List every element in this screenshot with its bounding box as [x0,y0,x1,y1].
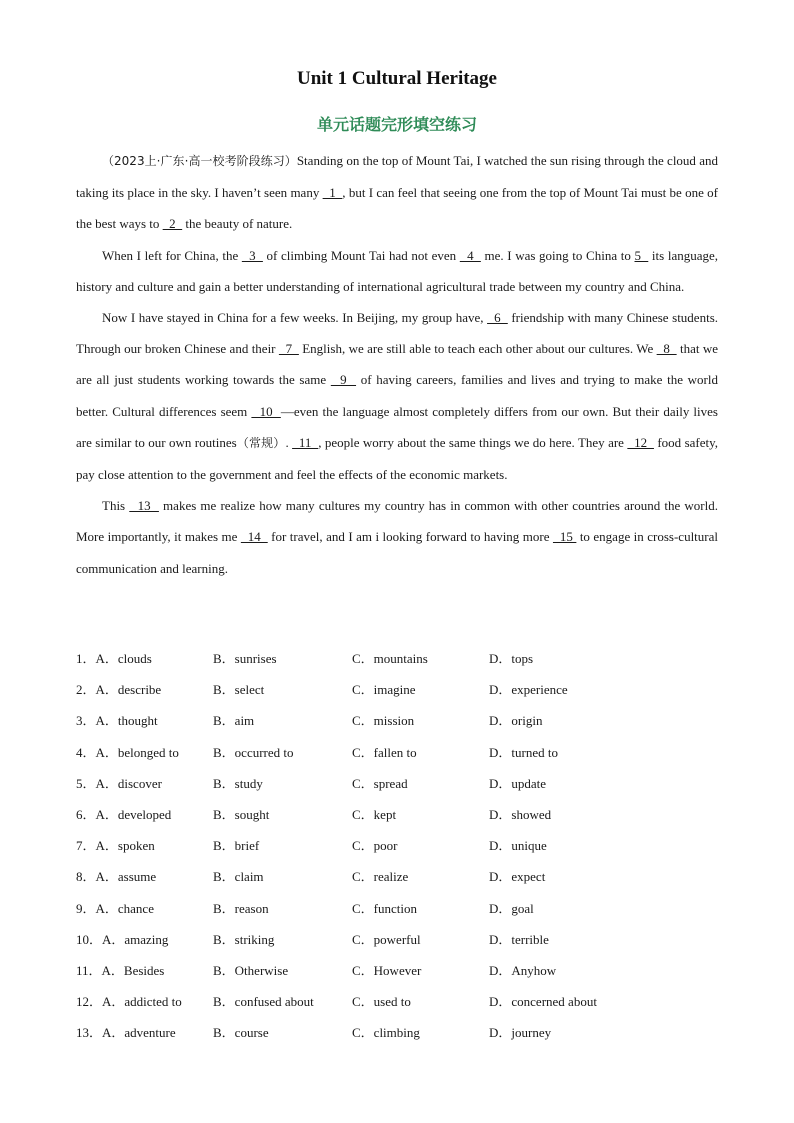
option-row [76,705,736,736]
blank-7: 7 [278,341,299,357]
option-a: 12．A．addicted to [76,994,182,1010]
option-d: D．Anyhow [489,962,557,978]
blank-11: 11 [292,434,319,450]
option-c: C．poor [352,838,398,854]
blank-9: 9 [330,372,357,388]
page-title: Unit 1 Cultural Heritage [296,68,497,89]
option-b: B．occurred to [213,744,294,760]
blank-13: 13 [129,498,159,514]
option-d: D．unique [489,838,547,854]
option-row [76,893,736,924]
option-b: B．brief [213,838,260,854]
option-c: C．However [352,962,422,978]
option-b: B．striking [213,931,275,947]
option-c: C．mission [352,713,415,729]
option-d: D．journey [489,1025,552,1041]
option-c: C．fallen to [352,744,417,760]
blank-3: 3 [241,247,263,263]
option-d: D．showed [489,806,552,822]
option-a: 8．A．assume [76,869,157,885]
paragraph-4: This 13 makes me realize how many cultures my country has in common with other countries around the world. More importantly, it makes me 14 for travel, and I am i looking forward to having more 15 to engage in cross-cultural communication and learning. [76,498,718,576]
option-a: 4．A．belonged to [76,744,179,760]
chinese-gloss: （常规） [236,435,286,450]
option-d: D．tops [489,651,534,666]
option-d: D．turned to [489,744,558,760]
source-note: （2023上·广东·高一校考阶段练习） [102,154,297,168]
paragraph-1: （2023上·广东·高一校考阶段练习）Standing on the top of Mount Tai, I watched the sun rising through the cloud and taking its place in the sky. I haven’t seen many 1 , but I can feel that seeing one from the top of Mount Tai must be one of the best ways to 2 the beauty of nature. [76,153,719,232]
option-a: 2．A．describe [76,682,162,698]
cloze-passage [76,145,718,584]
blank-4: 4 [459,247,481,263]
option-c: C．realize [352,869,409,885]
blank-1: 1 [322,185,343,201]
option-a: 1．A．clouds [76,651,152,666]
paragraph-3: Now I have stayed in China for a few weeks. In Beijing, my group have, 6 friendship with many Chinese students. Through our broken Chinese and their 7 English, we are still able to teach each other about our cultures. We 8 that we are all just students working towards the same 9 of having careers, families and lives and trying to make the world better. Cultural differences seem 10 —even the language almost completely differs from our own. But their daily lives are similar to our own routines（常规）. 11 , people worry about the same things we do here. They are 12 food safety, pay close attention to the government and feel the effects of the economic markets. [76,310,719,483]
option-d: D．expect [489,869,546,885]
option-row [76,955,736,986]
option-d: D．terrible [489,931,549,947]
option-row [76,986,736,1017]
answer-options [76,643,736,1048]
option-c: C．mountains [352,651,428,666]
option-a: 6．A．developed [76,806,172,822]
option-b: B．sought [213,806,270,822]
option-row [76,830,736,861]
option-a: 9．A．chance [76,900,154,916]
paragraph-2: When I left for China, the 3 of climbing Mount Tai had not even 4 me. I was going to China to 5 its language, history and culture and gain a better understanding of international agricultural trade between my country and China. [76,247,719,294]
option-row [76,924,736,955]
blank-2: 2 [162,216,183,232]
option-d: D．experience [489,682,568,698]
option-row [76,1017,736,1048]
option-row [76,737,736,768]
option-row [76,768,736,799]
blank-10: 10 [251,403,281,419]
option-a: 13．A．adventure [76,1025,176,1041]
option-b: B．reason [213,900,269,916]
option-d: D．origin [489,713,543,729]
option-d: D．concerned about [489,994,597,1010]
option-row [76,861,736,892]
option-b: B．study [213,775,263,791]
option-c: C．used to [352,994,411,1010]
option-b: B．course [213,1025,269,1041]
option-c: C．spread [352,775,408,791]
blank-8: 8 [656,341,677,357]
option-row [76,643,736,674]
option-a: 10．A．amazing [76,931,169,947]
blank-15: 15 [552,529,577,545]
option-row [76,799,736,830]
option-c: C．climbing [352,1025,420,1041]
blank-12: 12 [627,434,654,450]
option-a: 11．A．Besides [76,962,165,978]
option-b: B．claim [213,869,264,885]
option-c: C．function [352,900,417,916]
option-d: D．goal [489,900,534,916]
blank-14: 14 [240,529,268,545]
option-d: D．update [489,775,547,791]
option-b: B．Otherwise [213,962,289,978]
blank-6: 6 [487,310,508,326]
option-c: C．imagine [352,682,416,698]
option-c: C．kept [352,806,397,822]
option-a: 7．A．spoken [76,838,155,854]
option-b: B．confused about [213,994,314,1010]
option-row [76,674,736,705]
blank-5: 5 [634,247,649,263]
option-b: B．aim [213,713,255,729]
page-subtitle: 单元话题完形填空练习 [316,115,477,134]
option-a: 5．A．discover [76,775,162,791]
option-b: B．sunrises [213,651,277,666]
option-c: C．powerful [352,931,421,947]
option-b: B．select [213,682,265,698]
option-a: 3．A．thought [76,713,158,729]
